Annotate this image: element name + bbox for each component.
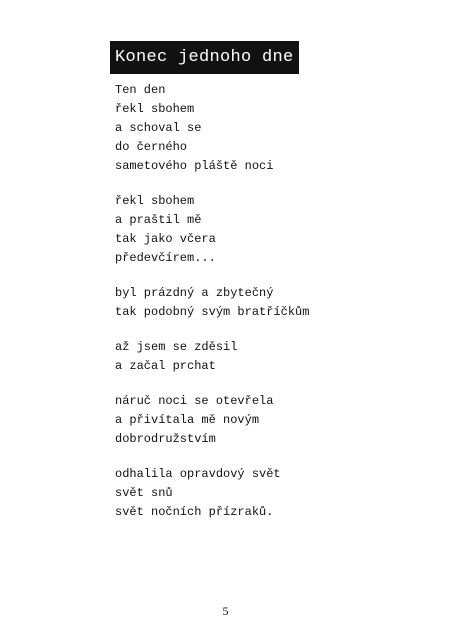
poem-line: a schoval se: [115, 121, 202, 135]
stanza: [115, 338, 415, 376]
poem-line: do černého: [115, 140, 188, 154]
poem-line: svět snů: [115, 486, 173, 500]
poem-line: byl prázdný a zbytečný: [115, 286, 274, 300]
stanza: [115, 81, 415, 176]
poem-line: a přivítala mě novým: [115, 413, 260, 427]
poem-line: a začal prchat: [115, 359, 216, 373]
poem-line: a praštil mě: [115, 213, 202, 227]
poem-line: tak jako včera: [115, 232, 216, 246]
poem-line: Ten den: [115, 83, 166, 97]
poem-line: až jsem se zděsil: [115, 340, 238, 354]
poem-line: odhalila opravdový svět: [115, 467, 281, 481]
poem-line: dobrodružstvím: [115, 432, 216, 446]
stanza: [115, 465, 415, 522]
stanza: [115, 192, 415, 268]
poem-line: sametového pláště noci: [115, 159, 274, 173]
stanza: [115, 392, 415, 449]
poem-line: řekl sbohem: [115, 194, 195, 208]
poem-line: tak podobný svým bratříčkům: [115, 305, 310, 319]
page-number: 5: [222, 604, 229, 618]
poem-line: svět nočních přízraků.: [115, 505, 274, 519]
poem-line: náruč noci se otevřela: [115, 394, 274, 408]
poem-title: Konec jednoho dne: [110, 41, 299, 74]
poem-body: [115, 81, 415, 538]
poem-line: řekl sbohem: [115, 102, 195, 116]
stanza: [115, 284, 415, 322]
poem-line: předevčírem...: [115, 251, 216, 265]
